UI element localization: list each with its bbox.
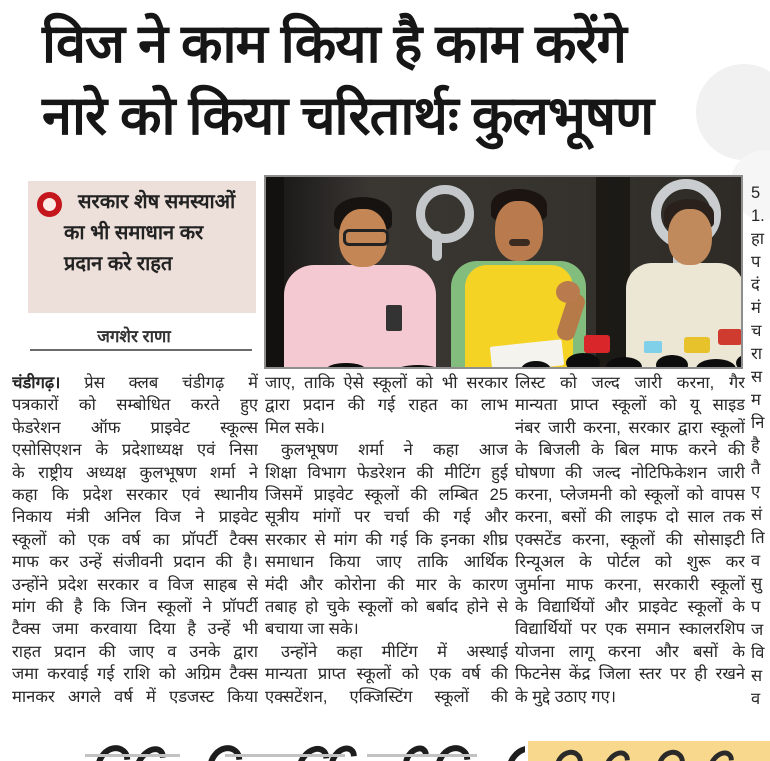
text-line: जाए, ताकि ऐसे स्कूलों को भी सरकार bbox=[265, 374, 508, 392]
text-line: फिटनेस केंद्र जिला स्तर पर ही रखने bbox=[515, 665, 745, 684]
letter-stroke bbox=[549, 744, 588, 761]
text-line: ति bbox=[751, 529, 765, 547]
mic-flag-blue bbox=[644, 341, 662, 353]
text-line: कहा कि प्रदेश सरकार एवं स्थानीय bbox=[12, 486, 258, 505]
text-line: मंदी और कोरोना की मार के कारण bbox=[265, 575, 508, 594]
left-man-pocket-phone bbox=[386, 305, 402, 331]
dateline: चंडीगढ़। bbox=[12, 374, 61, 392]
text-line: रा bbox=[751, 345, 763, 363]
text-line: सरकार से मांग की गई कि इनका शीघ्र bbox=[265, 530, 508, 549]
column-3-lines bbox=[515, 372, 745, 708]
text-line: सु bbox=[751, 575, 763, 593]
text-line: 5 bbox=[751, 184, 761, 202]
text-line: एसोसिएशन के प्रदेशाध्यक्ष एवं निसा bbox=[12, 441, 258, 460]
text-line: प bbox=[751, 598, 761, 616]
text-line: व bbox=[751, 552, 761, 570]
text-line: जिसमें प्राइवेट स्कूलों की लम्बित 25 bbox=[265, 486, 508, 505]
text-line: योजना लागू करना और बसों के bbox=[515, 642, 745, 661]
text-line: च bbox=[751, 322, 762, 340]
text-line: जुर्माना माफ करना, सरकारी स्कूलों bbox=[515, 575, 745, 594]
microphone-icon bbox=[566, 353, 600, 369]
lead-line-rest: प्रेस क्लब चंडीगढ़ में bbox=[60, 374, 258, 392]
text-line: ए bbox=[751, 483, 761, 501]
text-line: निकाय मंत्री अनिल विज ने प्राइवेट bbox=[12, 508, 258, 527]
text-line: मानकर अगले वर्ष में एडजस्ट किया bbox=[12, 687, 258, 706]
text-line: एक्सटेंशन, एक्जिस्टिंग स्कूलों की bbox=[265, 687, 508, 706]
letter-underline bbox=[85, 754, 180, 757]
text-line: उन्होंने प्रदेश सरकार व विज साहब से bbox=[12, 575, 258, 594]
text-line: प bbox=[751, 253, 761, 271]
text-line: मान्यता प्राप्त स्कूलों को यू साइड bbox=[515, 396, 745, 415]
text-line: मिल सके। bbox=[265, 418, 325, 437]
letter-stroke bbox=[429, 740, 478, 761]
text-line: के राष्ट्रीय अध्यक्ष कुलभूषण शर्मा ने bbox=[12, 463, 258, 482]
text-line: सूत्रीय मांगों पर चर्चा की गई और bbox=[265, 508, 508, 527]
letter-stroke bbox=[324, 740, 363, 761]
text-line: नि bbox=[751, 414, 765, 432]
photo-backdrop-shadow bbox=[266, 177, 284, 369]
article-lead-line bbox=[12, 372, 258, 394]
text-line: तबाह हो चुके स्कूलों को बर्बाद होने से bbox=[265, 598, 508, 617]
text-line: मं bbox=[751, 299, 761, 317]
headline-line-2: नारे को किया चरितार्थः कुलभूषण bbox=[42, 86, 654, 146]
letter-stroke bbox=[651, 744, 690, 761]
column-1-lines bbox=[12, 394, 258, 708]
text-line: घोषणा की जल्द नोटिफिकेशन जारी bbox=[515, 463, 745, 482]
left-man-pink-shirt bbox=[284, 265, 436, 369]
letter-underline bbox=[367, 754, 477, 757]
letter-underline bbox=[225, 754, 345, 757]
cutoff-next-headline-fragment bbox=[85, 740, 525, 761]
text-line: मान्यता प्राप्त स्कूलों को एक वर्ष की bbox=[265, 665, 508, 684]
text-line: 1. bbox=[751, 207, 765, 225]
summary-text bbox=[64, 187, 246, 280]
text-line: माफ कर उन्हें संजीवनी प्रदान की है। bbox=[12, 553, 258, 572]
text-line: शिक्षा विभाग फेडरेशन की मीटिंग हुई bbox=[265, 463, 508, 482]
letter-stroke bbox=[128, 740, 172, 761]
article-column-2 bbox=[265, 372, 508, 708]
text-line: स bbox=[751, 667, 763, 685]
center-man-face bbox=[495, 201, 543, 261]
cutoff-yellow-highlight-box bbox=[528, 741, 770, 761]
column-2-lines bbox=[265, 372, 508, 708]
text-line: मांग की है कि जिन स्कूलों ने प्रॉपर्टी bbox=[12, 598, 258, 617]
adjacent-column-cutoff-strip bbox=[751, 182, 770, 710]
text-line: स bbox=[751, 368, 763, 386]
text-line: राहत प्रदान की जाए व उनके द्वारा bbox=[12, 642, 258, 661]
right-man-face bbox=[668, 209, 712, 265]
headline-line-1: विज ने काम किया है काम करेंगे bbox=[42, 14, 626, 74]
text-line: के विद्यार्थियों और प्राइवेट स्कूलों के bbox=[515, 598, 745, 617]
summary-text-content: सरकार शेष समस्याओं का भी समाधान कर प्रदान करे राहत bbox=[64, 191, 236, 275]
text-line: सं bbox=[751, 506, 763, 524]
text-line: स्कूलों को एक वर्ष का प्रॉपर्टी टैक्स bbox=[12, 530, 258, 549]
left-man-glasses bbox=[343, 229, 389, 246]
red-ring-bullet-icon bbox=[37, 192, 62, 217]
text-line: करना, प्लेजमनी को स्कूलों को वापस bbox=[515, 486, 745, 505]
text-line: पत्रकारों को सम्बोधित करते हुए bbox=[12, 396, 258, 415]
text-line: टैक्स जमा करवाया दिया है उन्हें भी bbox=[12, 620, 258, 639]
letter-stroke bbox=[89, 740, 138, 761]
text-line: नंबर जारी करना, सरकार द्वारा स्कूलों bbox=[515, 418, 745, 437]
letter-stroke bbox=[398, 740, 434, 761]
backdrop-logo-glyph bbox=[416, 185, 474, 243]
text-line: कुलभूषण शर्मा ने कहा आज bbox=[281, 441, 508, 460]
letter-stroke bbox=[500, 740, 525, 761]
text-line: द्वारा प्रदान की गई राहत का लाभ bbox=[265, 396, 508, 415]
main-headline bbox=[42, 8, 754, 152]
mic-flag-yellow bbox=[684, 337, 710, 353]
article-column-1 bbox=[12, 372, 258, 708]
text-line: के बिजली के बिल माफ करने की bbox=[515, 441, 745, 460]
summary-highlight-box bbox=[28, 181, 256, 313]
backdrop-logo-glyph bbox=[432, 231, 442, 261]
text-line: वि bbox=[751, 644, 765, 662]
letter-stroke bbox=[201, 740, 250, 761]
text-line: समाधान किया जाए ताकि आर्थिक bbox=[265, 553, 508, 572]
text-line: दं bbox=[751, 276, 760, 294]
text-line: जमा करवाई गई राशि को अग्रिम टैक्स bbox=[12, 665, 258, 684]
text-line: विद्यार्थियों पर एक समान स्कालरशिप bbox=[515, 620, 745, 639]
text-line: करना, बसों की लाइफ दो साल तक bbox=[515, 508, 745, 527]
text-line: बचाया जा सके। bbox=[265, 620, 359, 639]
text-line: तै bbox=[751, 460, 761, 478]
right-man-cream-shirt bbox=[626, 263, 743, 369]
text-line: है bbox=[751, 437, 760, 455]
center-man-hand bbox=[556, 281, 580, 303]
text-line: म bbox=[751, 391, 761, 409]
text-line: रिन्यूअल के पोर्टल को शुरू कर bbox=[515, 553, 745, 572]
article-column-3 bbox=[515, 372, 745, 708]
byline-author: जगशेर राणा bbox=[97, 327, 171, 346]
byline-divider bbox=[30, 349, 252, 351]
microphone-icon bbox=[656, 355, 688, 369]
letter-stroke bbox=[703, 745, 739, 761]
press-conference-photo bbox=[264, 175, 743, 369]
center-man-mustache bbox=[509, 239, 530, 246]
text-line: एक्सटेंड करना, स्कूलों की सोसाइटी bbox=[515, 530, 745, 549]
text-line: व bbox=[751, 690, 761, 708]
mic-flag-red bbox=[718, 329, 742, 345]
letter-stroke bbox=[599, 745, 635, 761]
text-line: लिस्ट को जल्द जारी करना, गैर bbox=[515, 374, 745, 392]
text-line: ज bbox=[751, 621, 764, 639]
text-line: फेडरेशन ऑफ प्राइवेट स्कूल्स bbox=[12, 418, 258, 437]
text-line: हा bbox=[751, 230, 765, 248]
text-line: के मुद्दे उठाए गए। bbox=[515, 687, 616, 706]
text-line: उन्होंने कहा मीटिंग में अस्थाई bbox=[281, 642, 508, 661]
mic-flag-red bbox=[584, 335, 610, 353]
